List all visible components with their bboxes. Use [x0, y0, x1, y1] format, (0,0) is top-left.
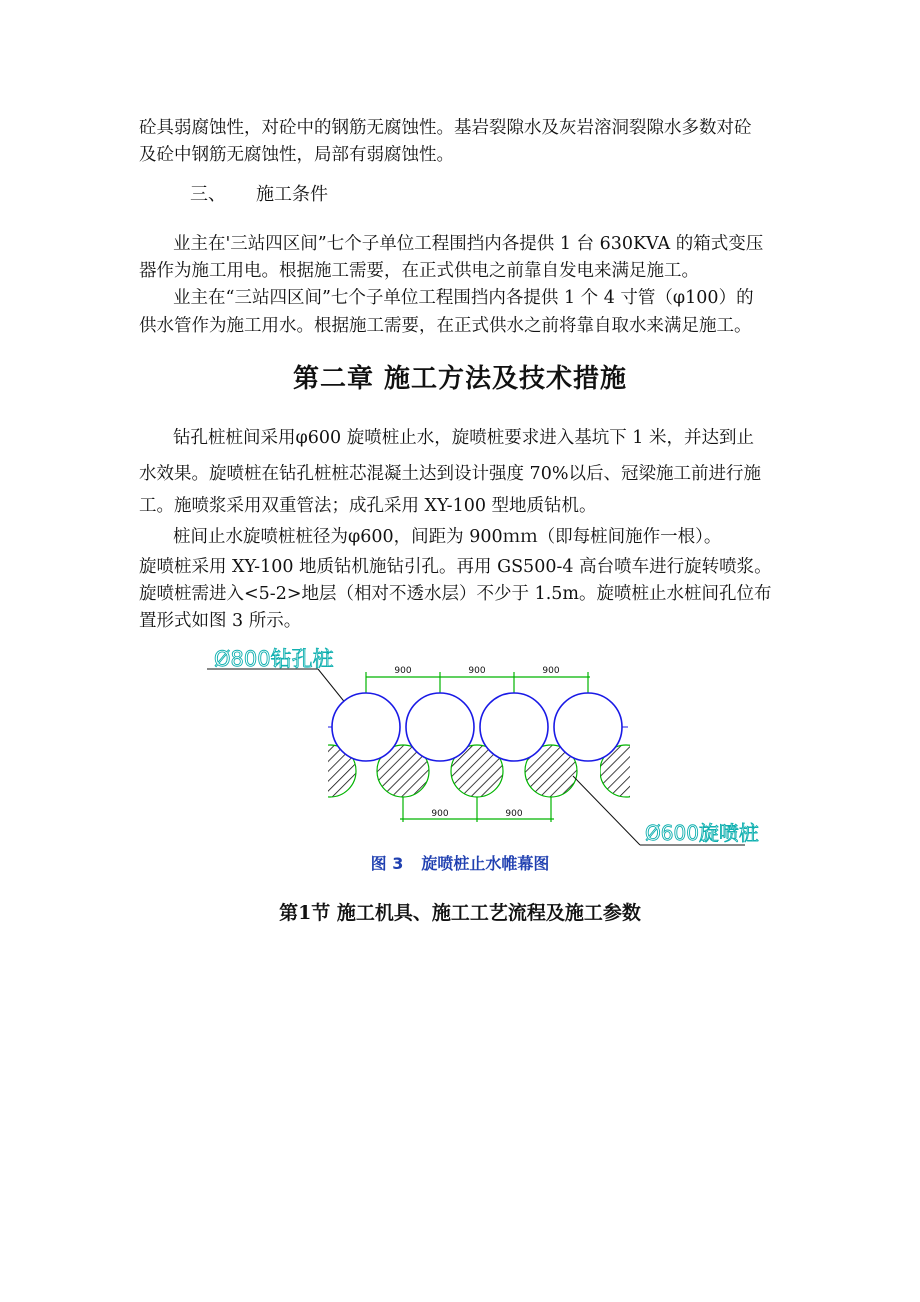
para1-line1: 砼具弱腐蚀性，对砼中的钢筋无腐蚀性。基岩裂隙水及灰岩溶洞裂隙水多数对砼	[139, 118, 752, 138]
para3-line2: 供水管作为施工用水。根据施工需要，在正式供水之前将靠自取水来满足施工。	[139, 316, 752, 336]
section-title: 施工条件	[256, 184, 328, 205]
caption-text: 旋喷桩止水帷幕图	[421, 854, 550, 873]
dim-top-1: 900	[394, 666, 412, 676]
dim-top-2: 900	[468, 666, 486, 676]
bored-pile-label: Ø800钻孔桩	[214, 647, 334, 671]
bored-pile-4	[554, 693, 622, 761]
figure-caption	[0, 851, 920, 874]
jet-pile-label: Ø600旋喷桩	[645, 821, 759, 845]
para5-line2: 旋喷桩采用 XY-100 地质钻机施钻引孔。再用 GS500-4 高台喷车进行旋转喷浆。	[139, 557, 772, 577]
caption-label: 图 3	[370, 854, 404, 873]
para4-line1: 钻孔桩桩间采用φ600 旋喷桩止水，旋喷桩要求进入基坑下 1 米，并达到止	[173, 428, 754, 448]
bored-pile-1	[332, 693, 400, 761]
bored-pile-3	[480, 693, 548, 761]
dim-bottom-1: 900	[431, 809, 449, 819]
para5-line1: 桩间止水旋喷桩桩径为φ600，间距为 900ｍｍ（即每桩间施作一根）。	[173, 527, 722, 547]
section-title-1: 第1节 施工机具、施工工艺流程及施工参数	[279, 902, 641, 924]
para5-line3: 旋喷桩需进入<5-2>地层（相对不透水层）不少于 1.5m。旋喷桩止水桩间孔位布	[139, 584, 772, 604]
dim-top-3: 900	[542, 666, 560, 676]
para2-line1: 业主在'三站四区间”七个子单位工程围挡内各提供 1 台 630KVA 的箱式变压	[173, 234, 764, 254]
chapter-title: 第二章 施工方法及技术措施	[292, 364, 628, 394]
bottom-dimension	[400, 797, 554, 822]
para5-line4: 置形式如图 3 所示。	[139, 611, 302, 631]
section-number: 三、	[190, 184, 226, 205]
dim-bottom-2: 900	[505, 809, 523, 819]
para3-line1: 业主在“三站四区间”七个子单位工程围挡内各提供 1 个 4 寸管（φ100）的	[173, 288, 754, 308]
top-dimension	[366, 666, 590, 702]
para2-line2: 器作为施工用电。根据施工需要，在正式供电之前靠自发电来满足施工。	[139, 261, 699, 281]
para4-line2: 水效果。旋喷桩在钻孔桩桩芯混凝土达到设计强度 70%以后、冠梁施工前进行施	[139, 464, 761, 484]
bored-pile-2	[406, 693, 474, 761]
para4-line3: 工。施喷浆采用双重管法；成孔采用 XY-100 型地质钻机。	[139, 496, 597, 516]
para1-line2: 及砼中钢筋无腐蚀性，局部有弱腐蚀性。	[139, 145, 454, 165]
